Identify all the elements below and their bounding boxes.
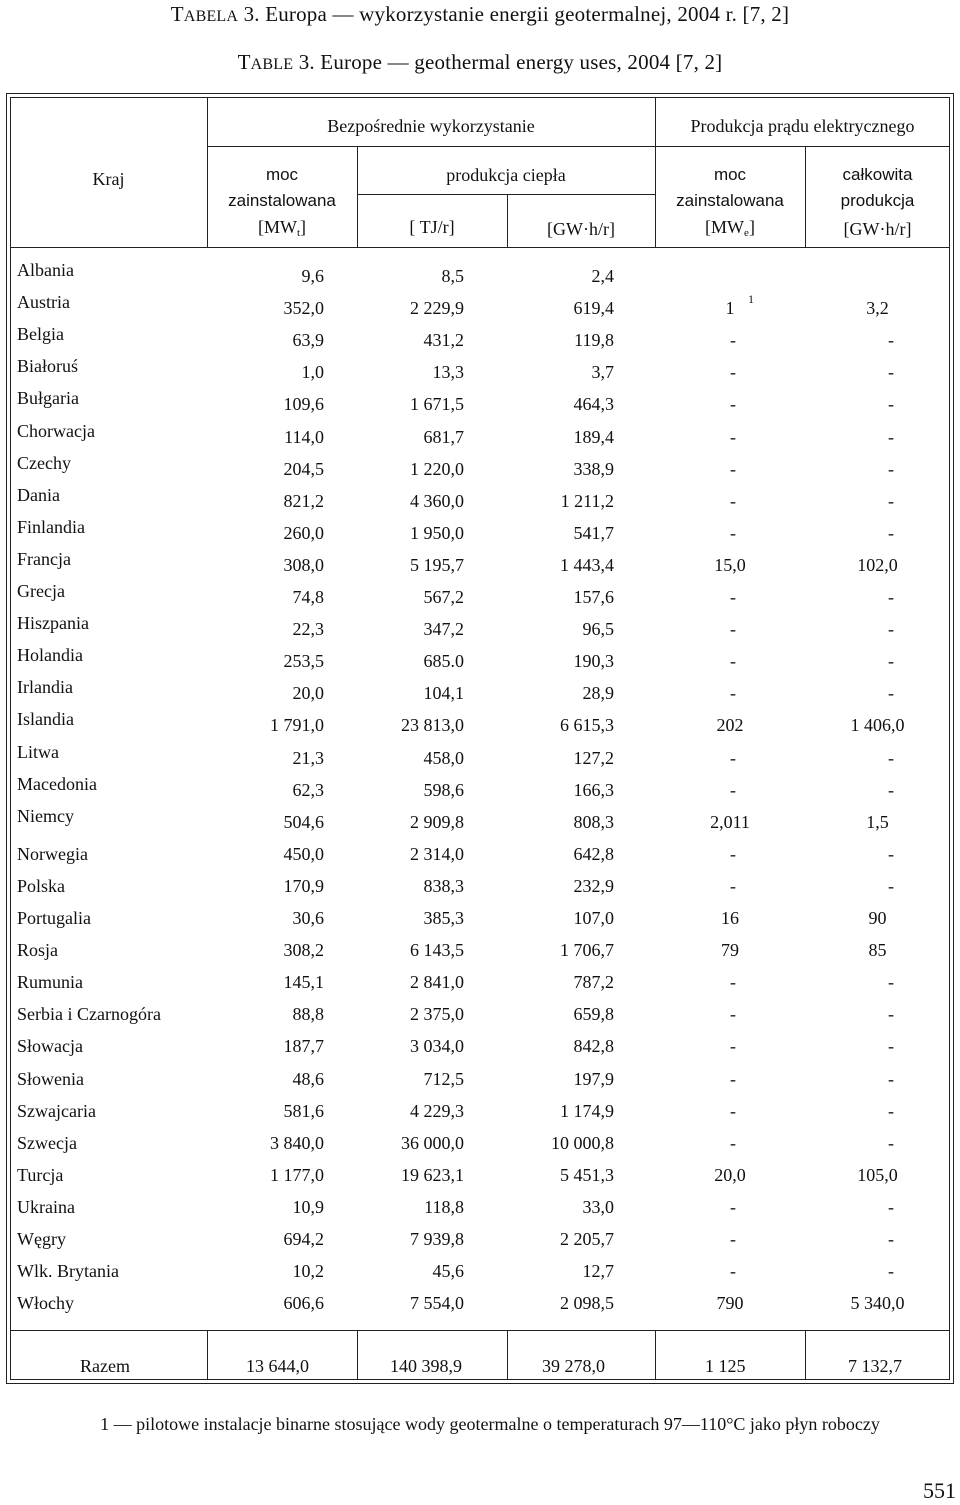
heat-tj-cell: 13,3 xyxy=(432,362,464,382)
installed-heat-cell: 187,7 xyxy=(283,1036,324,1056)
electric-production-cell: 102,0 xyxy=(857,555,898,575)
total-divider xyxy=(655,1330,656,1380)
heat-tj-cell: 4 360,0 xyxy=(410,491,464,511)
table-row xyxy=(10,876,950,908)
total-divider xyxy=(207,1330,208,1380)
electric-production-cell: - xyxy=(888,876,894,896)
table-row xyxy=(10,1133,950,1165)
electric-production-cell: 105,0 xyxy=(857,1165,898,1185)
table-row xyxy=(10,421,950,459)
country-cell: Dania xyxy=(17,485,60,505)
installed-electric-cell: - xyxy=(730,330,736,350)
installed-electric-cell: 15,0 xyxy=(714,555,746,575)
heat-gwh-cell: 6 615,3 xyxy=(560,715,614,735)
installed-electric-cell: 1 xyxy=(725,298,735,318)
table-row xyxy=(10,517,950,555)
header-unit-gwh-heat: [GW·h/r] xyxy=(547,219,615,239)
heat-gwh-cell: 1 211,2 xyxy=(560,491,614,511)
heat-gwh-cell: 28,9 xyxy=(582,683,614,703)
total-top-rule xyxy=(10,1330,950,1331)
heat-gwh-cell: 166,3 xyxy=(573,780,614,800)
total-label: Razem xyxy=(80,1356,130,1376)
installed-electric-cell: - xyxy=(730,427,736,447)
heat-tj-cell: 104,1 xyxy=(423,683,464,703)
header-bottom-rule xyxy=(10,247,950,248)
installed-heat-cell: 1 791,0 xyxy=(270,715,324,735)
installed-electric-cell: 20,0 xyxy=(714,1165,746,1185)
electric-production-cell: 1 406,0 xyxy=(850,715,905,735)
heat-tj-cell: 4 229,3 xyxy=(410,1101,464,1121)
heat-gwh-cell: 842,8 xyxy=(573,1036,614,1056)
installed-electric-cell: - xyxy=(730,1069,736,1089)
heat-tj-cell: 567,2 xyxy=(423,587,464,607)
header-country: Kraj xyxy=(92,169,125,189)
electric-production-cell: - xyxy=(888,1197,894,1217)
total-tj: 140 398,9 xyxy=(390,1356,462,1376)
installed-heat-cell: 581,6 xyxy=(283,1101,324,1121)
electric-production-cell: - xyxy=(888,587,894,607)
table-row xyxy=(10,1165,950,1197)
heat-tj-cell: 2 229,9 xyxy=(410,298,464,318)
installed-heat-cell: 20,0 xyxy=(292,683,324,703)
heat-gwh-cell: 119,8 xyxy=(574,330,614,350)
electric-production-cell: - xyxy=(888,1069,894,1089)
table-row xyxy=(10,1101,950,1133)
total-mw-e: 1 125 xyxy=(705,1356,746,1376)
country-cell: Hiszpania xyxy=(17,613,89,633)
installed-heat-cell: 9,6 xyxy=(301,266,324,286)
table-row xyxy=(10,356,950,394)
heat-tj-cell: 712,5 xyxy=(423,1069,464,1089)
heat-gwh-cell: 808,3 xyxy=(573,812,614,832)
electric-production-cell: - xyxy=(888,780,894,800)
header-installed-capacity-electric: moc zainstalowana $[MW_e]$ xyxy=(676,165,784,239)
electric-production-cell: - xyxy=(888,1004,894,1024)
heat-tj-cell: 118,8 xyxy=(424,1197,464,1217)
total-divider xyxy=(507,1330,508,1380)
table-row xyxy=(10,806,950,844)
installed-electric-cell: 2,011 xyxy=(710,812,750,832)
installed-heat-cell: 21,3 xyxy=(292,748,324,768)
country-cell: Słowacja xyxy=(17,1036,83,1056)
heat-gwh-cell: 96,5 xyxy=(582,619,614,639)
installed-heat-cell: 145,1 xyxy=(283,972,324,992)
country-cell: Włochy xyxy=(17,1293,74,1313)
table-row xyxy=(10,677,950,715)
installed-electric-cell: - xyxy=(730,1261,736,1281)
installed-heat-cell: 170,9 xyxy=(283,876,324,896)
installed-heat-cell: 260,0 xyxy=(283,523,324,543)
country-cell: Serbia i Czarnogóra xyxy=(17,1004,161,1024)
electric-production-cell: 85 xyxy=(868,940,887,960)
heat-gwh-cell: 2 098,5 xyxy=(560,1293,614,1313)
installed-heat-cell: 253,5 xyxy=(283,651,324,671)
heat-gwh-cell: 3,7 xyxy=(591,362,614,382)
installed-electric-cell: - xyxy=(730,619,736,639)
country-cell: Polska xyxy=(17,876,66,896)
country-cell: Holandia xyxy=(17,645,83,665)
installed-electric-cell: - xyxy=(730,748,736,768)
country-cell: Ukraina xyxy=(17,1197,75,1217)
installed-electric-cell: - xyxy=(730,1004,736,1024)
heat-gwh-cell: 464,3 xyxy=(573,394,614,414)
installed-electric-cell: - xyxy=(730,683,736,703)
table-title-polish: TABELA 3. Europa — wykorzystanie energii geotermalnej, 2004 r. [7, 2] xyxy=(170,2,790,26)
country-cell: Bułgaria xyxy=(17,388,79,408)
installed-heat-cell: 30,6 xyxy=(292,908,324,928)
electric-production-cell: - xyxy=(888,427,894,447)
installed-electric-cell: 79 xyxy=(721,940,739,960)
heat-tj-cell: 8,5 xyxy=(441,266,464,286)
electric-production-cell: 3,2 xyxy=(866,298,889,318)
heat-tj-cell: 1 671,5 xyxy=(410,394,464,414)
installed-electric-cell: - xyxy=(730,876,736,896)
table-row xyxy=(10,1229,950,1261)
heat-tj-cell: 1 220,0 xyxy=(410,459,464,479)
heat-gwh-cell: 338,9 xyxy=(573,459,614,479)
header-divider xyxy=(357,194,655,195)
table-row xyxy=(10,1069,950,1101)
total-gwh: 39 278,0 xyxy=(542,1356,605,1376)
installed-heat-cell: 1 177,0 xyxy=(270,1165,324,1185)
heat-gwh-cell: 1 706,7 xyxy=(560,940,614,960)
country-cell: Litwa xyxy=(17,742,59,762)
installed-heat-cell: 88,8 xyxy=(292,1004,324,1024)
table-row xyxy=(10,613,950,651)
table-row xyxy=(10,1261,950,1293)
heat-tj-cell: 19 623,1 xyxy=(401,1165,464,1185)
electric-production-cell: - xyxy=(888,1101,894,1121)
heat-gwh-cell: 107,0 xyxy=(573,908,614,928)
country-cell: Francja xyxy=(17,549,71,569)
installed-electric-cell: 790 xyxy=(716,1293,744,1313)
installed-heat-cell: 450,0 xyxy=(283,844,324,864)
country-cell: Szwajcaria xyxy=(17,1101,96,1121)
installed-heat-cell: 3 840,0 xyxy=(270,1133,324,1153)
heat-gwh-cell: 157,6 xyxy=(573,587,614,607)
heat-gwh-cell: 1 443,4 xyxy=(560,555,614,575)
heat-tj-cell: 7 554,0 xyxy=(410,1293,464,1313)
electric-production-cell: - xyxy=(888,1036,894,1056)
electric-production-cell: - xyxy=(888,619,894,639)
country-cell: Wlk. Brytania xyxy=(17,1261,119,1281)
country-cell: Białoruś xyxy=(17,356,78,376)
installed-heat-cell: 62,3 xyxy=(292,780,324,800)
heat-gwh-cell: 2,4 xyxy=(591,266,614,286)
installed-heat-cell: 10,2 xyxy=(292,1261,324,1281)
electric-production-cell: - xyxy=(888,459,894,479)
electric-production-cell: - xyxy=(888,1261,894,1281)
country-cell: Rosja xyxy=(17,940,59,960)
installed-heat-cell: 10,9 xyxy=(292,1197,324,1217)
installed-heat-cell: 308,2 xyxy=(283,940,324,960)
installed-heat-cell: 74,8 xyxy=(292,587,324,607)
table-row xyxy=(10,453,950,491)
installed-heat-cell: 821,2 xyxy=(283,491,324,511)
heat-gwh-cell: 619,4 xyxy=(573,298,614,318)
total-el-gwh: 7 132,7 xyxy=(848,1356,902,1376)
heat-tj-cell: 36 000,0 xyxy=(401,1133,464,1153)
electric-production-cell: 1,5 xyxy=(866,812,889,832)
electric-production-cell: - xyxy=(888,362,894,382)
country-cell: Macedonia xyxy=(17,774,97,794)
table-row xyxy=(10,485,950,523)
installed-electric-cell: 202 xyxy=(716,715,744,735)
installed-electric-cell: - xyxy=(730,972,736,992)
heat-gwh-cell: 10 000,8 xyxy=(551,1133,614,1153)
installed-heat-cell: 48,6 xyxy=(292,1069,324,1089)
country-cell: Słowenia xyxy=(17,1069,84,1089)
installed-electric-cell: - xyxy=(730,523,736,543)
table-row xyxy=(10,844,950,876)
electric-production-cell: - xyxy=(888,1133,894,1153)
heat-gwh-cell: 659,8 xyxy=(573,1004,614,1024)
installed-heat-cell: 109,6 xyxy=(283,394,324,414)
installed-electric-cell: - xyxy=(730,1229,736,1249)
country-cell: Islandia xyxy=(17,709,74,729)
page-number: 551 xyxy=(923,1478,956,1503)
total-mw-t: 13 644,0 xyxy=(246,1356,309,1376)
heat-gwh-cell: 642,8 xyxy=(573,844,614,864)
electric-production-cell: - xyxy=(888,844,894,864)
country-cell: Czechy xyxy=(17,453,71,473)
installed-electric-cell: - xyxy=(730,651,736,671)
heat-tj-cell: 838,3 xyxy=(423,876,464,896)
electric-production-cell: - xyxy=(888,651,894,671)
country-cell: Irlandia xyxy=(17,677,73,697)
heat-gwh-cell: 127,2 xyxy=(573,748,614,768)
installed-electric-cell: - xyxy=(730,491,736,511)
heat-gwh-cell: 232,9 xyxy=(573,876,614,896)
heat-tj-cell: 2 841,0 xyxy=(410,972,464,992)
installed-electric-cell: - xyxy=(730,1133,736,1153)
installed-electric-cell: - xyxy=(730,1036,736,1056)
heat-tj-cell: 1 950,0 xyxy=(410,523,464,543)
country-cell: Chorwacja xyxy=(17,421,95,441)
heat-tj-cell: 598,6 xyxy=(423,780,464,800)
total-divider xyxy=(805,1330,806,1380)
table-row xyxy=(10,1197,950,1229)
country-cell: Belgia xyxy=(17,324,64,344)
installed-heat-cell: 694,2 xyxy=(283,1229,324,1249)
table-row xyxy=(10,709,950,747)
heat-tj-cell: 3 034,0 xyxy=(410,1036,464,1056)
heat-gwh-cell: 197,9 xyxy=(573,1069,614,1089)
heat-tj-cell: 431,2 xyxy=(423,330,464,350)
installed-heat-cell: 204,5 xyxy=(283,459,324,479)
country-cell: Finlandia xyxy=(17,517,85,537)
installed-heat-cell: 22,3 xyxy=(292,619,324,639)
country-cell: Albania xyxy=(17,260,74,280)
electric-production-cell: 90 xyxy=(868,908,887,928)
country-cell: Rumunia xyxy=(17,972,83,992)
table-row xyxy=(10,972,950,1004)
header-electricity: Produkcja prądu elektrycznego xyxy=(690,116,915,136)
heat-tj-cell: 6 143,5 xyxy=(410,940,464,960)
country-cell: Szwecja xyxy=(17,1133,77,1153)
table-title-english: TABLE 3. Europe — geothermal energy uses, 2004 [7, 2] xyxy=(237,50,723,74)
installed-electric-cell: - xyxy=(730,1101,736,1121)
heat-gwh-cell: 33,0 xyxy=(582,1197,614,1217)
heat-tj-cell: 347,2 xyxy=(423,619,464,639)
installed-electric-cell: - xyxy=(730,362,736,382)
installed-electric-cell: - xyxy=(730,459,736,479)
electric-production-cell: - xyxy=(888,683,894,703)
installed-electric-cell: - xyxy=(730,1197,736,1217)
installed-heat-cell: 308,0 xyxy=(283,555,324,575)
table-row xyxy=(10,581,950,619)
country-cell: Turcja xyxy=(17,1165,64,1185)
electric-production-cell: - xyxy=(888,972,894,992)
installed-electric-cell: - xyxy=(730,844,736,864)
header-direct-use: Bezpośrednie wykorzystanie xyxy=(327,116,535,136)
heat-gwh-cell: 5 451,3 xyxy=(560,1165,614,1185)
heat-tj-cell: 2 375,0 xyxy=(410,1004,464,1024)
table-row xyxy=(10,1004,950,1036)
heat-tj-cell: 45,6 xyxy=(432,1261,464,1281)
installed-heat-cell: 63,9 xyxy=(292,330,324,350)
table-row xyxy=(10,388,950,426)
electric-production-cell: - xyxy=(888,330,894,350)
country-cell: Węgry xyxy=(17,1229,66,1249)
heat-tj-cell: 2 314,0 xyxy=(410,844,464,864)
electric-production-cell: - xyxy=(888,748,894,768)
country-cell: Niemcy xyxy=(17,806,74,826)
installed-electric-cell: - xyxy=(730,394,736,414)
installed-electric-cell: - xyxy=(730,587,736,607)
table-row xyxy=(10,1293,950,1325)
header-total-production: całkowita produkcja [GW·h/r] xyxy=(840,165,915,239)
country-cell: Norwegia xyxy=(17,844,88,864)
heat-gwh-cell: 2 205,7 xyxy=(560,1229,614,1249)
heat-gwh-cell: 1 174,9 xyxy=(560,1101,614,1121)
header-divider xyxy=(207,146,950,147)
installed-heat-cell: 114,0 xyxy=(284,427,324,447)
heat-tj-cell: 385,3 xyxy=(423,908,464,928)
header-unit-tj: [ TJ/r] xyxy=(409,217,455,237)
electric-production-cell: - xyxy=(888,394,894,414)
table-row xyxy=(10,645,950,683)
table-row xyxy=(10,549,950,587)
heat-tj-cell: 685.0 xyxy=(423,651,464,671)
installed-heat-cell: 1,0 xyxy=(301,362,324,382)
heat-gwh-cell: 189,4 xyxy=(573,427,614,447)
heat-gwh-cell: 541,7 xyxy=(573,523,614,543)
table-row xyxy=(10,260,950,298)
table-row xyxy=(10,908,950,940)
table-row xyxy=(10,940,950,972)
heat-tj-cell: 5 195,7 xyxy=(410,555,464,575)
electric-production-cell: 5 340,0 xyxy=(850,1293,905,1313)
total-divider xyxy=(357,1330,358,1380)
installed-electric-cell: - xyxy=(730,780,736,800)
heat-tj-cell: 23 813,0 xyxy=(401,715,464,735)
heat-tj-cell: 7 939,8 xyxy=(410,1229,464,1249)
installed-electric-cell: 16 xyxy=(721,908,739,928)
country-cell: Portugalia xyxy=(17,908,91,928)
table-row xyxy=(10,1036,950,1068)
header-installed-capacity-heat: moc zainstalowana $[MW_t]$ xyxy=(228,165,336,239)
header-heat-production: produkcja ciepła xyxy=(446,165,566,185)
heat-tj-cell: 681,7 xyxy=(423,427,464,447)
footnote-marker: 1 xyxy=(748,292,754,306)
electric-production-cell: - xyxy=(888,523,894,543)
table-row xyxy=(10,742,950,780)
heat-tj-cell: 2 909,8 xyxy=(410,812,464,832)
table-row xyxy=(10,774,950,812)
heat-gwh-cell: 787,2 xyxy=(573,972,614,992)
heat-gwh-cell: 190,3 xyxy=(573,651,614,671)
country-cell: Grecja xyxy=(17,581,65,601)
heat-tj-cell: 458,0 xyxy=(423,748,464,768)
heat-gwh-cell: 12,7 xyxy=(582,1261,614,1281)
table-row xyxy=(10,292,950,330)
footnote: 1 — pilotowe instalacje binarne stosujące wody geotermalne o temperaturach 97—110°C jako płyn roboczy xyxy=(100,1414,880,1434)
installed-heat-cell: 606,6 xyxy=(283,1293,324,1313)
electric-production-cell: - xyxy=(888,1229,894,1249)
country-cell: Austria xyxy=(17,292,70,312)
table-row xyxy=(10,324,950,362)
installed-heat-cell: 352,0 xyxy=(283,298,324,318)
installed-heat-cell: 504,6 xyxy=(283,812,324,832)
electric-production-cell: - xyxy=(888,491,894,511)
